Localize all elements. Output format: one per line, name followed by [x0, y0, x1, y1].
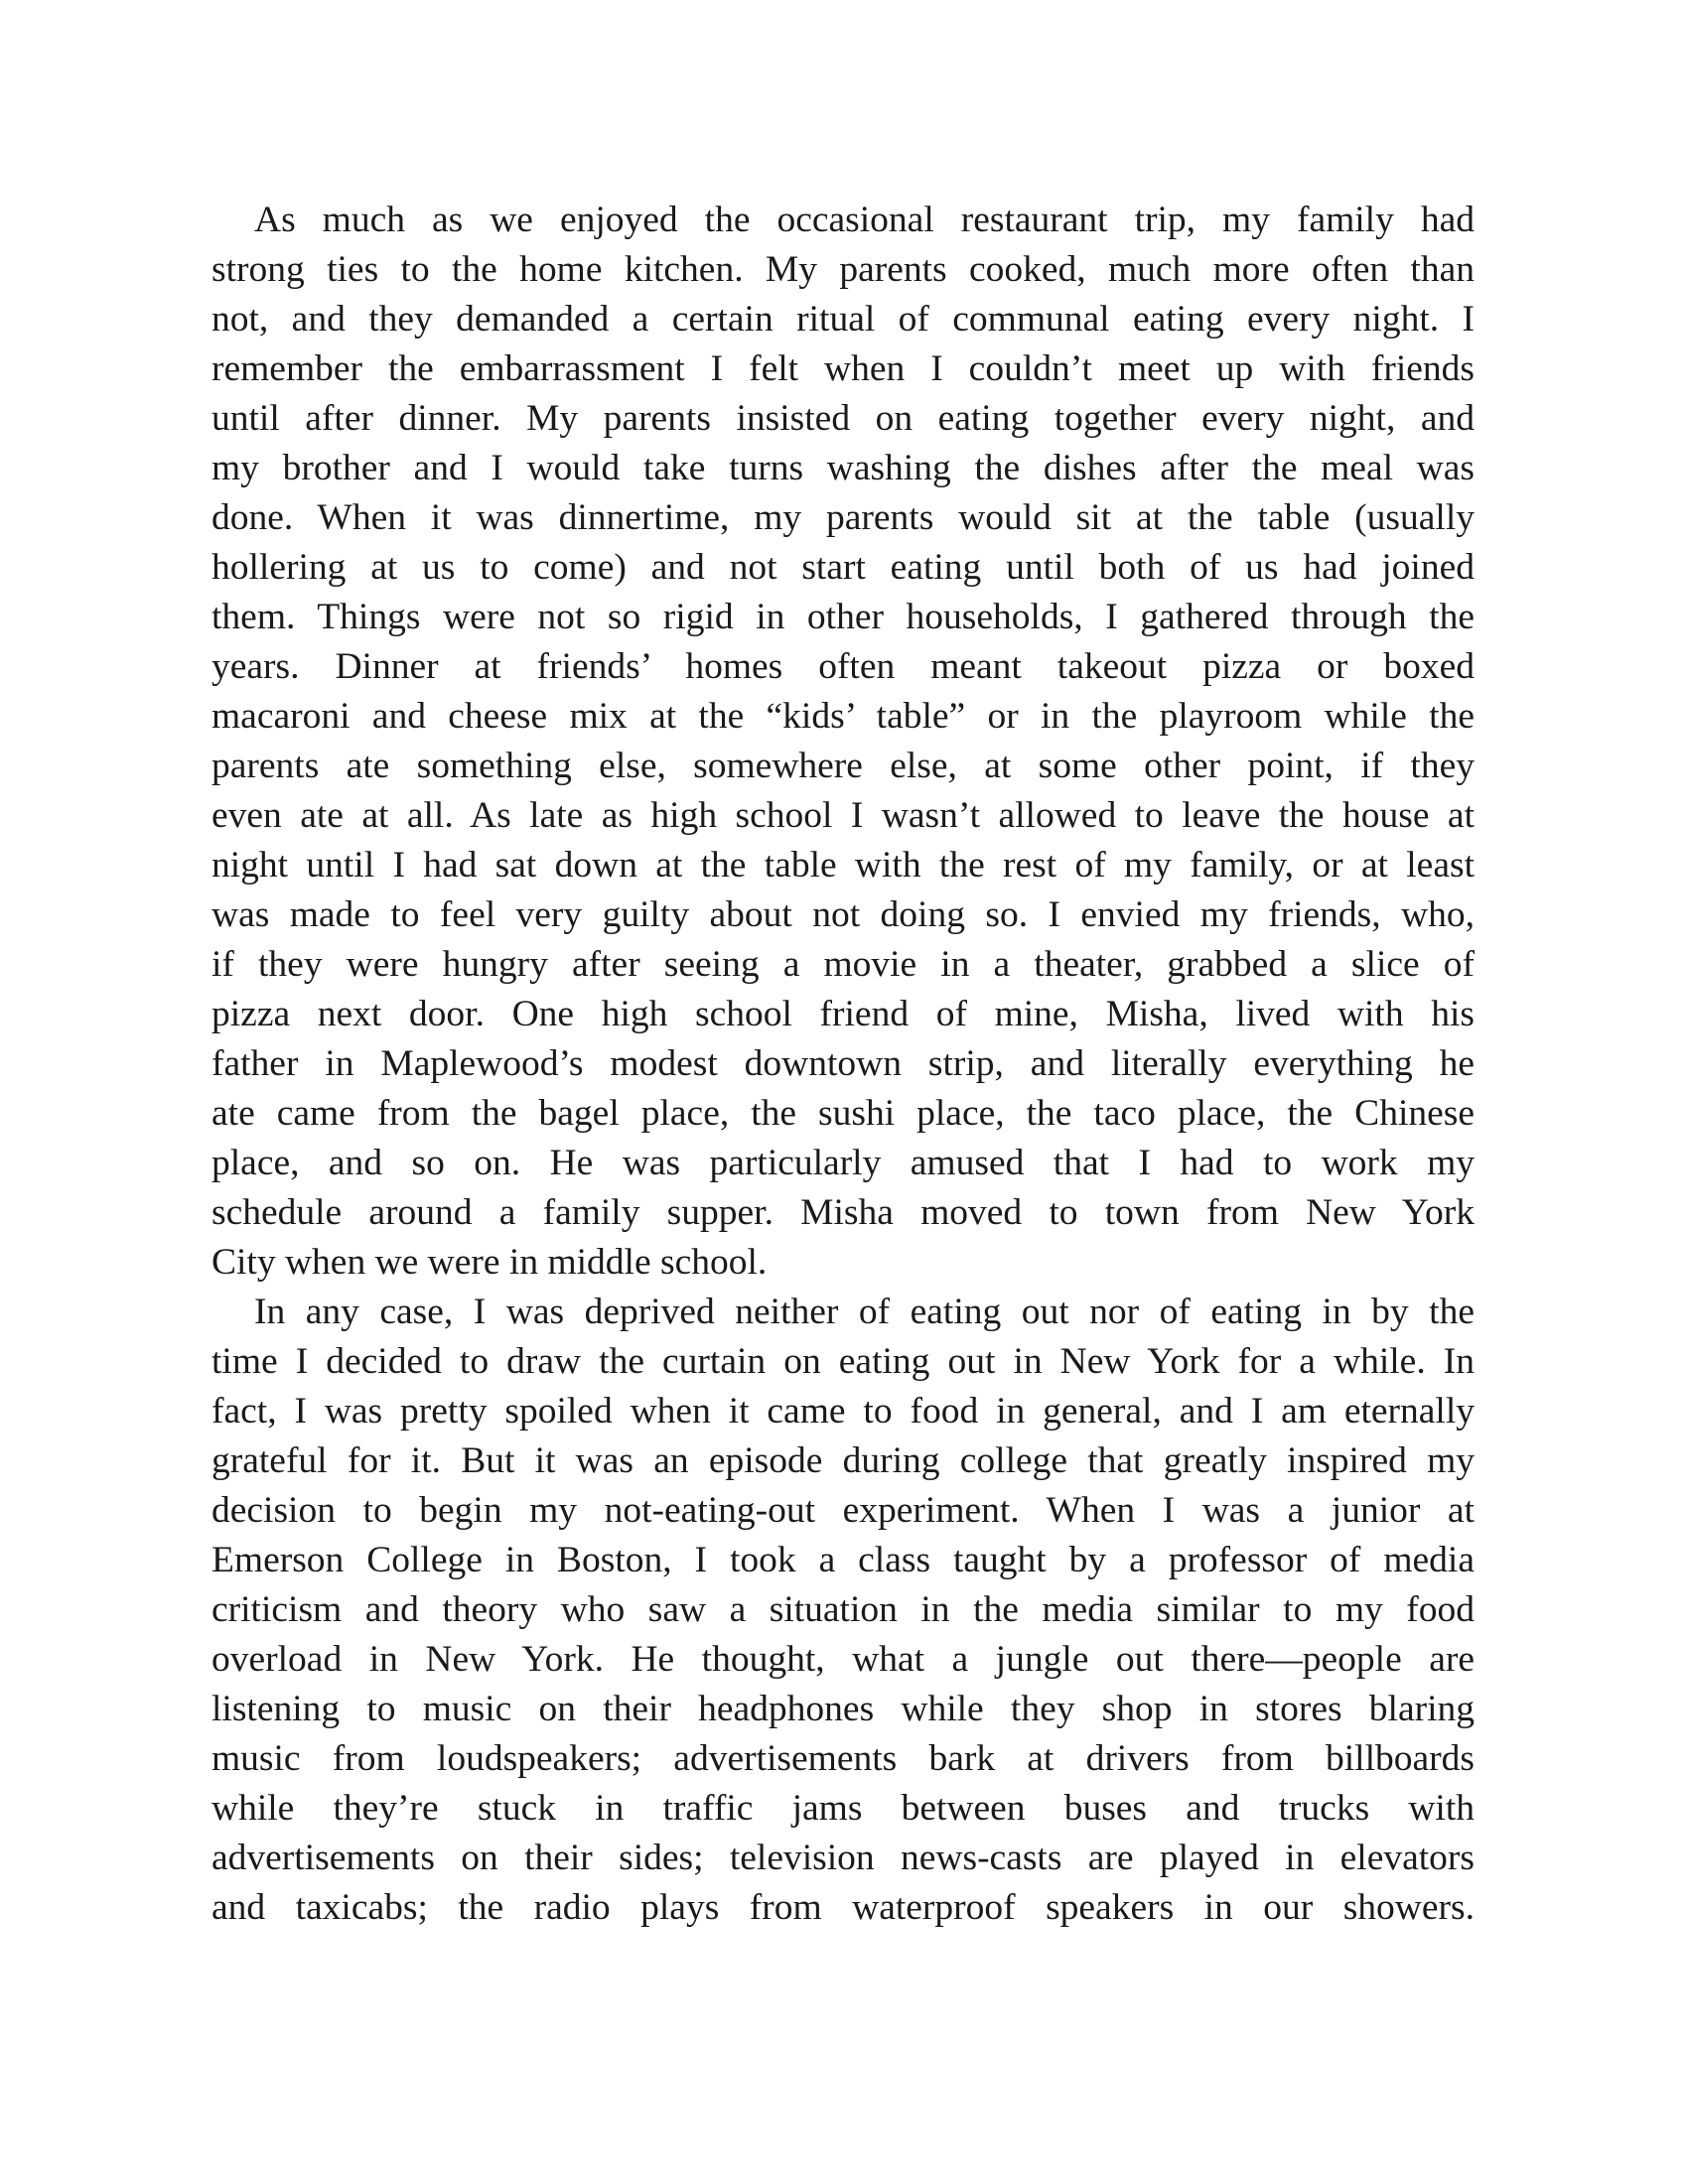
text-line: while they’re stuck in traffic jams between buses and trucks with — [211, 1788, 1475, 1829]
text-line: decision to begin my not-eating-out experiment. When I was a junior at — [211, 1490, 1475, 1531]
text-line: my brother and I would take turns washing the dishes after the meal was — [211, 448, 1475, 488]
text-line: night until I had sat down at the table with the rest of my family, or at least — [211, 845, 1475, 886]
text-line: fact, I was pretty spoiled when it came to food in general, and I am eternally — [211, 1391, 1475, 1432]
text-line: until after dinner. My parents insisted on eating together every night, and — [211, 398, 1475, 439]
text-line: In any case, I was deprived neither of eating out nor of eating in by the — [254, 1292, 1475, 1332]
text-line: them. Things were not so rigid in other households, I gathered through the — [211, 597, 1475, 637]
text-line: parents ate something else, somewhere else, at some other point, if they — [211, 746, 1475, 786]
text-line: time I decided to draw the curtain on eating out in New York for a while. In — [211, 1341, 1475, 1382]
text-line: macaroni and cheese mix at the “kids’ table” or in the playroom while the — [211, 696, 1475, 737]
text-line: grateful for it. But it was an episode during college that greatly inspired my — [211, 1440, 1475, 1481]
text-line: if they were hungry after seeing a movie in a theater, grabbed a slice of — [211, 944, 1475, 985]
text-line: not, and they demanded a certain ritual of communal eating every night. I — [211, 299, 1475, 340]
text-line: overload in New York. He thought, what a jungle out there—people are — [211, 1639, 1475, 1680]
text-line: and taxicabs; the radio plays from waterproof speakers in our showers. — [211, 1887, 1475, 1928]
text-line: schedule around a family supper. Misha moved to town from New York — [211, 1192, 1475, 1233]
text-line: listening to music on their headphones while they shop in stores blaring — [211, 1689, 1475, 1729]
text-line: As much as we enjoyed the occasional restaurant trip, my family had — [254, 200, 1475, 240]
text-line: ate came from the bagel place, the sushi place, the taco place, the Chinese — [211, 1093, 1475, 1134]
paragraph — [211, 1288, 1475, 1933]
text-line: music from loudspeakers; advertisements bark at drivers from billboards — [211, 1738, 1475, 1779]
text-line: Emerson College in Boston, I took a class taught by a professor of media — [211, 1540, 1475, 1580]
text-line: hollering at us to come) and not start eating until both of us had joined — [211, 547, 1475, 588]
text-line: was made to feel very guilty about not doing so. I envied my friends, who, — [211, 894, 1475, 935]
text-line: criticism and theory who saw a situation in the media similar to my food — [211, 1589, 1475, 1630]
text-line: strong ties to the home kitchen. My parents cooked, much more often than — [211, 249, 1475, 290]
text-line: advertisements on their sides; television news-casts are played in elevators — [211, 1838, 1475, 1878]
text-line: even ate at all. As late as high school I wasn’t allowed to leave the house at — [211, 795, 1475, 836]
text-line: place, and so on. He was particularly amused that I had to work my — [211, 1143, 1475, 1183]
text-line: father in Maplewood’s modest downtown strip, and literally everything he — [211, 1043, 1475, 1084]
text-line: pizza next door. One high school friend of mine, Misha, lived with his — [211, 994, 1475, 1034]
paragraph — [211, 196, 1475, 1288]
text-line: remember the embarrassment I felt when I couldn’t meet up with friends — [211, 348, 1475, 389]
text-line: done. When it was dinnertime, my parents would sit at the table (usually — [211, 497, 1475, 538]
body-text — [211, 196, 1475, 1933]
text-line: years. Dinner at friends’ homes often meant takeout pizza or boxed — [211, 646, 1475, 687]
text-line: City when we were in middle school. — [211, 1242, 768, 1283]
